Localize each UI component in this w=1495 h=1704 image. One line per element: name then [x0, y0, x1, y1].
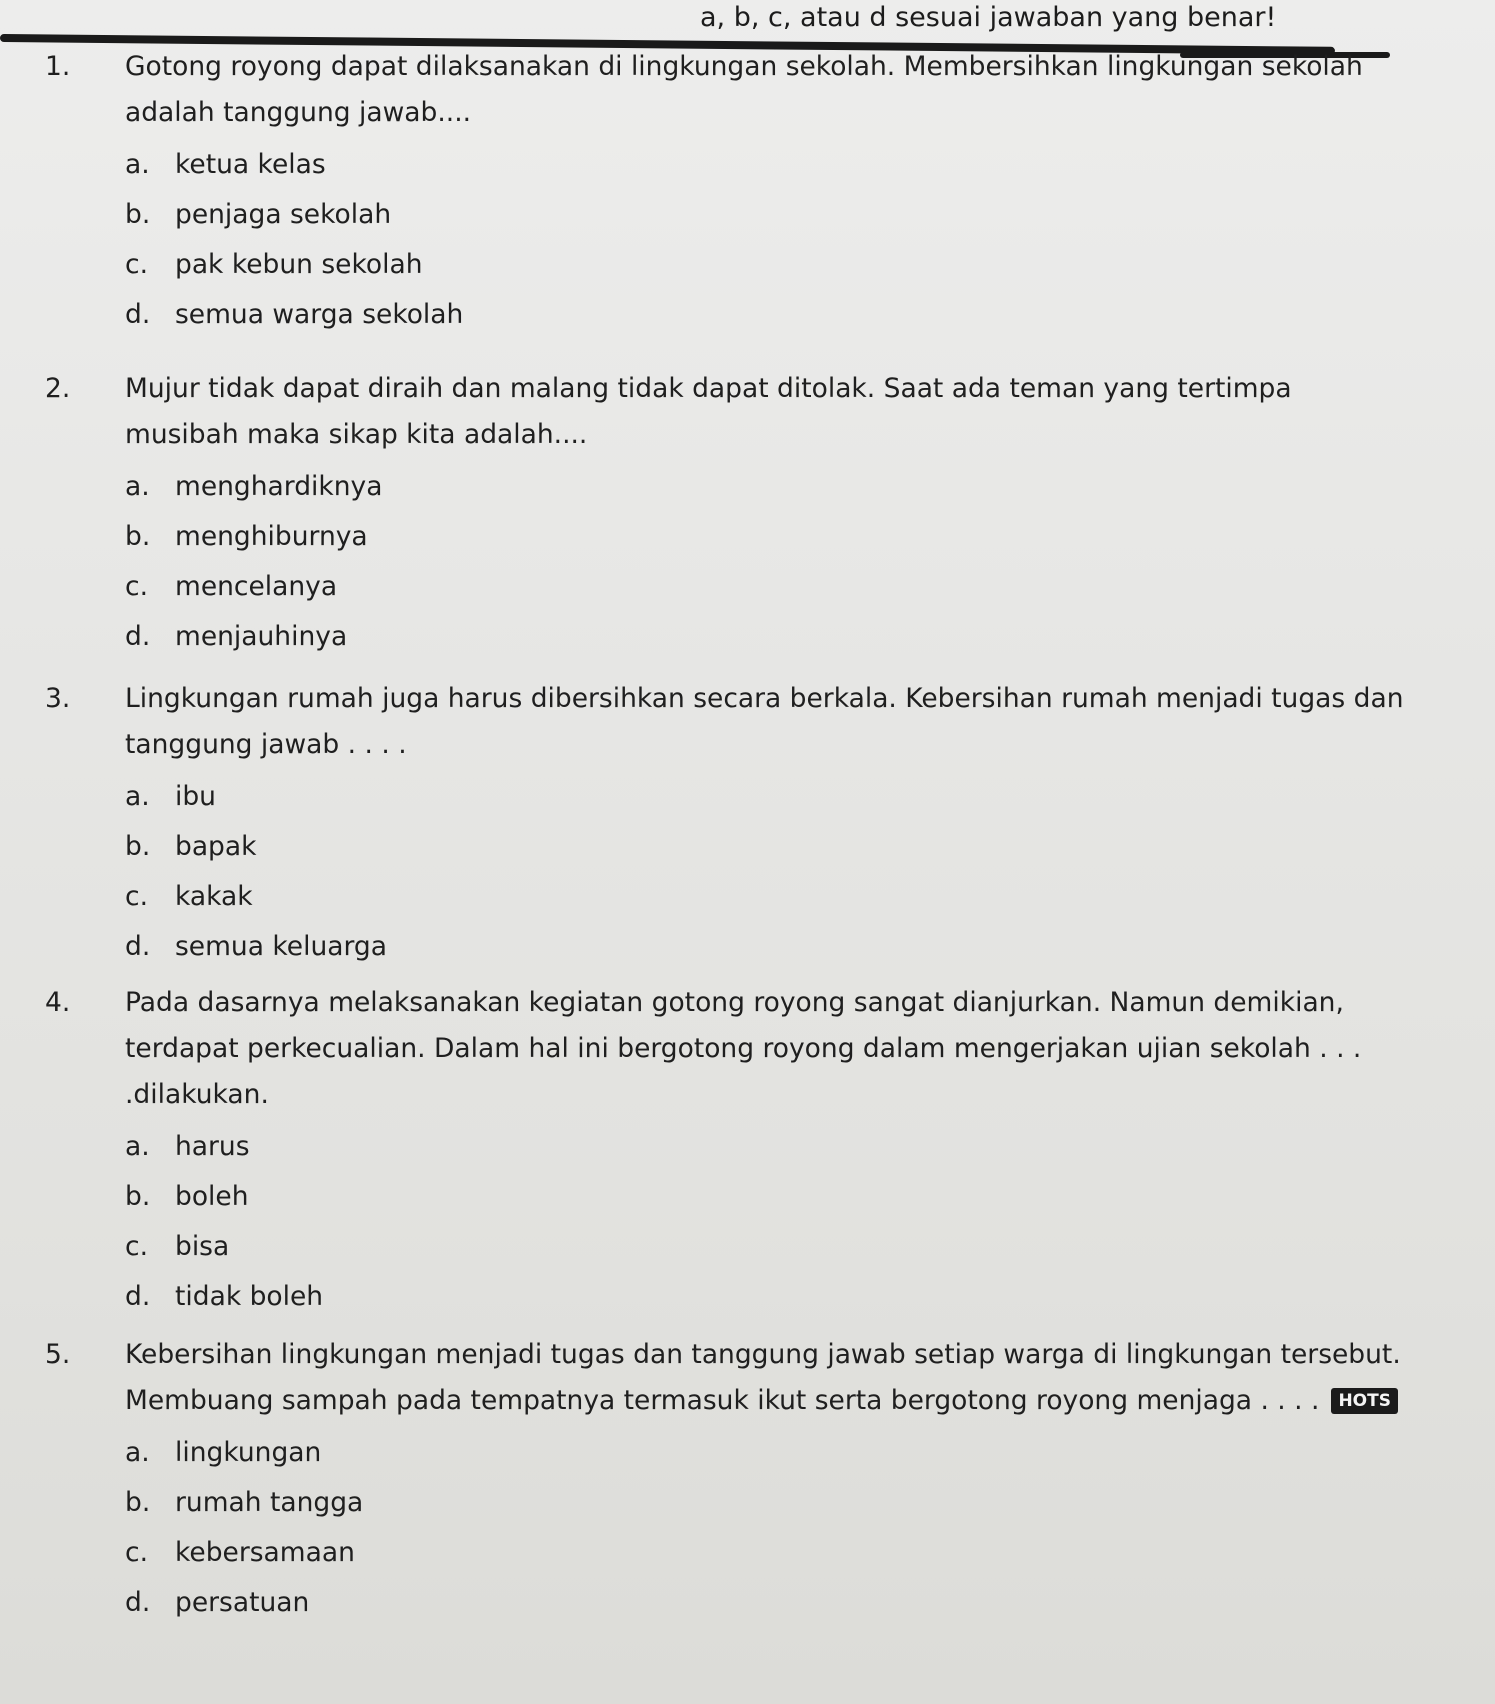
option-letter: d. — [125, 621, 151, 652]
option-text: menghardiknya — [175, 471, 383, 502]
option-text: bisa — [175, 1231, 230, 1262]
option-letter: a. — [125, 781, 150, 812]
option-text: harus — [175, 1131, 250, 1162]
question-2 — [45, 366, 1405, 662]
question-1-option-d[interactable] — [125, 290, 1405, 340]
question-4-option-d[interactable] — [125, 1272, 1405, 1322]
option-text: menghiburnya — [175, 521, 368, 552]
option-letter: c. — [125, 249, 148, 280]
option-text: bapak — [175, 831, 257, 862]
question-4-option-a[interactable] — [125, 1122, 1405, 1172]
question-4-option-c[interactable] — [125, 1222, 1405, 1272]
question-4-option-b[interactable] — [125, 1172, 1405, 1222]
question-3-option-c[interactable] — [125, 872, 1405, 922]
option-text: rumah tangga — [175, 1487, 364, 1518]
question-1-option-a[interactable] — [125, 140, 1405, 190]
option-letter: c. — [125, 881, 148, 912]
question-5-options — [125, 1428, 1405, 1628]
option-text: lingkungan — [175, 1437, 322, 1468]
question-2-option-c[interactable] — [125, 562, 1405, 612]
instruction-header: a, b, c, atau d sesuai jawaban yang benar! — [700, 2, 1277, 33]
option-letter: b. — [125, 831, 151, 862]
option-letter: b. — [125, 199, 151, 230]
option-letter: d. — [125, 1281, 151, 1312]
question-1-number: 1. — [45, 51, 71, 82]
hots-badge: HOTS — [1331, 1388, 1398, 1414]
option-letter: d. — [125, 1587, 151, 1618]
question-1-options — [125, 140, 1405, 340]
question-5-option-b[interactable] — [125, 1478, 1405, 1528]
question-1 — [45, 44, 1405, 340]
option-letter: a. — [125, 471, 150, 502]
question-5 — [45, 1332, 1405, 1628]
option-letter: c. — [125, 1537, 148, 1568]
option-text: mencelanya — [175, 571, 338, 602]
question-3 — [45, 676, 1405, 972]
option-text: tidak boleh — [175, 1281, 324, 1312]
question-5-option-c[interactable] — [125, 1528, 1405, 1578]
question-3-option-a[interactable] — [125, 772, 1405, 822]
option-letter: b. — [125, 1181, 151, 1212]
option-letter: c. — [125, 571, 148, 602]
question-1-text — [45, 44, 1405, 136]
option-text: ketua kelas — [175, 149, 326, 180]
question-2-stem: Mujur tidak dapat diraih dan malang tidak dapat ditolak. Saat ada teman yang tertimpa musibah maka sikap kita adalah.... — [125, 373, 1292, 450]
question-4-number: 4. — [45, 987, 71, 1018]
question-3-option-b[interactable] — [125, 822, 1405, 872]
option-letter: d. — [125, 299, 151, 330]
option-letter: b. — [125, 521, 151, 552]
option-text: kebersamaan — [175, 1537, 355, 1568]
option-letter: a. — [125, 1437, 150, 1468]
question-3-options — [125, 772, 1405, 972]
question-2-options — [125, 462, 1405, 662]
option-text: menjauhinya — [175, 621, 348, 652]
option-letter: a. — [125, 149, 150, 180]
question-1-stem: Gotong royong dapat dilaksanakan di lingkungan sekolah. Membersihkan lingkungan sekolah adalah tanggung jawab.... — [125, 51, 1363, 128]
option-text: ibu — [175, 781, 216, 812]
option-text: pak kebun sekolah — [175, 249, 423, 280]
option-text: penjaga sekolah — [175, 199, 392, 230]
question-2-option-b[interactable] — [125, 512, 1405, 562]
option-letter: d. — [125, 931, 151, 962]
option-text: semua warga sekolah — [175, 299, 464, 330]
question-3-text — [45, 676, 1405, 768]
question-2-text — [45, 366, 1405, 458]
question-2-number: 2. — [45, 373, 71, 404]
question-3-stem: Lingkungan rumah juga harus dibersihkan secara berkala. Kebersihan rumah menjadi tugas dan tanggung jawab . . . . — [125, 683, 1404, 760]
option-text: semua keluarga — [175, 931, 387, 962]
option-text: kakak — [175, 881, 253, 912]
question-5-stem: Kebersihan lingkungan menjadi tugas dan tanggung jawab setiap warga di lingkungan tersebut. Membuang sampah pada tempatnya termasuk ikut serta bergotong royong menjaga . . . . — [125, 1339, 1401, 1416]
option-text: boleh — [175, 1181, 249, 1212]
question-4-stem: Pada dasarnya melaksanakan kegiatan gotong royong sangat dianjurkan. Namun demikian, terdapat perkecualian. Dalam hal ini bergotong royong dalam mengerjakan ujian sekolah . . . .dilakukan. — [125, 987, 1362, 1110]
question-5-number: 5. — [45, 1339, 71, 1370]
question-2-option-d[interactable] — [125, 612, 1405, 662]
option-letter: a. — [125, 1131, 150, 1162]
question-4-text — [45, 980, 1405, 1118]
question-1-option-b[interactable] — [125, 190, 1405, 240]
question-2-option-a[interactable] — [125, 462, 1405, 512]
question-3-option-d[interactable] — [125, 922, 1405, 972]
question-5-option-d[interactable] — [125, 1578, 1405, 1628]
question-4-options — [125, 1122, 1405, 1322]
question-5-option-a[interactable] — [125, 1428, 1405, 1478]
option-letter: c. — [125, 1231, 148, 1262]
question-5-text — [45, 1332, 1405, 1424]
question-1-option-c[interactable] — [125, 240, 1405, 290]
option-letter: b. — [125, 1487, 151, 1518]
question-4 — [45, 980, 1405, 1322]
question-3-number: 3. — [45, 683, 71, 714]
option-text: persatuan — [175, 1587, 310, 1618]
